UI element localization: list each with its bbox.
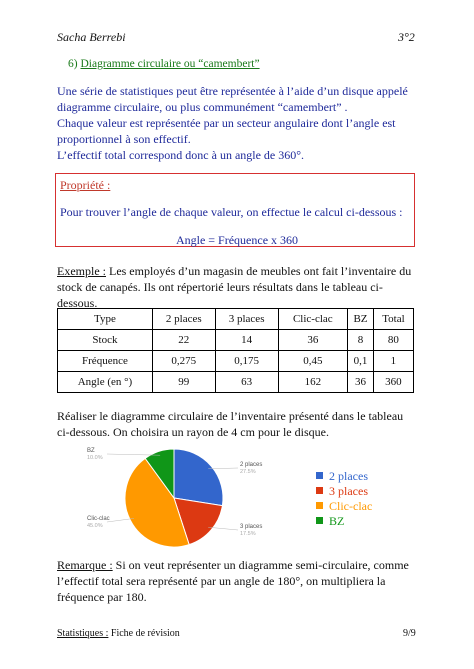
- table-cell: 36: [348, 372, 374, 393]
- chart-legend: [316, 469, 372, 529]
- header-author: Sacha Berrebi: [57, 30, 126, 44]
- footer-left: [57, 628, 180, 639]
- table-cell: Total: [373, 309, 413, 330]
- remark-text: Si on veut représenter un diagramme semi-circulaire, comme l’effectif total sera représenté par un angle de 180°, on multipliera la fréquence par 180.: [57, 558, 409, 604]
- table-row: [58, 330, 414, 351]
- legend-label: 2 places: [329, 469, 368, 483]
- pie-slice-percent: 10.0%: [87, 455, 103, 461]
- table-cell: Fréquence: [58, 351, 153, 372]
- table-cell: 63: [215, 372, 278, 393]
- remark-paragraph: [57, 557, 419, 605]
- legend-swatch: [316, 517, 323, 524]
- table-cell: BZ: [348, 309, 374, 330]
- table-cell: 22: [152, 330, 215, 351]
- property-formula: Angle = Fréquence x 360: [175, 233, 299, 247]
- remark-label: Remarque :: [57, 558, 113, 572]
- footer-text: Fiche de révision: [108, 628, 180, 639]
- table-cell: 0,1: [348, 351, 374, 372]
- section-title: Diagramme circulaire ou “camembert”: [80, 58, 260, 70]
- table-cell: 99: [152, 372, 215, 393]
- pie-chart: [57, 440, 307, 556]
- pie-slice-label: Clic-clac: [87, 516, 110, 522]
- pie-slice-label: 2 places: [240, 462, 263, 468]
- section-number: 6): [68, 58, 78, 70]
- legend-label: BZ: [329, 514, 345, 528]
- table-cell: 0,175: [215, 351, 278, 372]
- pie-slice-label: BZ: [87, 448, 95, 454]
- table-cell: 2 places: [152, 309, 215, 330]
- legend-item: [316, 469, 372, 484]
- pie-slice: [174, 449, 223, 506]
- intro-line-2: Chaque valeur est représentée par un secteur angulaire dont l’angle est proportionnel à son effectif.: [57, 116, 396, 146]
- legend-swatch: [316, 472, 323, 479]
- property-text: Pour trouver l’angle de chaque valeur, on effectue le calcul ci-dessous :: [60, 205, 403, 219]
- legend-swatch: [316, 487, 323, 494]
- table-cell: 36: [278, 330, 348, 351]
- table-cell: 80: [373, 330, 413, 351]
- legend-swatch: [316, 502, 323, 509]
- example-paragraph: [57, 263, 417, 311]
- legend-item: [316, 514, 372, 529]
- table-cell: 8: [348, 330, 374, 351]
- pie-slice-percent: 27.5%: [240, 469, 256, 475]
- table-cell: 162: [278, 372, 348, 393]
- example-text: Les employés d’un magasin de meubles ont fait l’inventaire du stock de canapés. Ils ont répertorié leurs résultats dans le tableau ci-dessous.: [57, 264, 412, 310]
- page-number: 9/9: [403, 628, 416, 639]
- table-cell: Type: [58, 309, 153, 330]
- table-cell: 14: [215, 330, 278, 351]
- legend-label: 3 places: [329, 484, 368, 498]
- task-paragraph: Réaliser le diagramme circulaire de l’inventaire présenté dans le tableau ci-dessous. On choisira un rayon de 4 cm pour le disque.: [57, 409, 404, 439]
- legend-label: Clic-clac: [329, 499, 373, 513]
- legend-item: [316, 499, 372, 514]
- legend-item: [316, 484, 372, 499]
- table-cell: Angle (en °): [58, 372, 153, 393]
- section-heading: [68, 58, 260, 70]
- table-cell: 0,275: [152, 351, 215, 372]
- table-row: [58, 351, 414, 372]
- intro-paragraph: [57, 83, 417, 163]
- table-cell: 0,45: [278, 351, 348, 372]
- table-row: [58, 309, 414, 330]
- table-cell: Clic-clac: [278, 309, 348, 330]
- intro-line-1: Une série de statistiques peut être représentée à l’aide d’un disque appelé diagramme circulaire, ou plus communément “camembert” .: [57, 84, 408, 114]
- table-cell: 1: [373, 351, 413, 372]
- pie-slice-percent: 45.0%: [87, 523, 103, 529]
- pie-slice-label: 3 places: [240, 524, 263, 530]
- table-cell: 3 places: [215, 309, 278, 330]
- table-cell: 360: [373, 372, 413, 393]
- footer-label: Statistiques :: [57, 628, 109, 639]
- header-class: 3°2: [398, 30, 415, 44]
- table-cell: Stock: [58, 330, 153, 351]
- table-row: [58, 372, 414, 393]
- property-title: Propriété :: [60, 178, 111, 192]
- intro-line-3: L’effectif total correspond donc à un angle de 360°.: [57, 148, 305, 162]
- example-label: Exemple :: [57, 264, 106, 278]
- inventory-table: [57, 308, 414, 393]
- pie-slice-percent: 17.5%: [240, 531, 256, 537]
